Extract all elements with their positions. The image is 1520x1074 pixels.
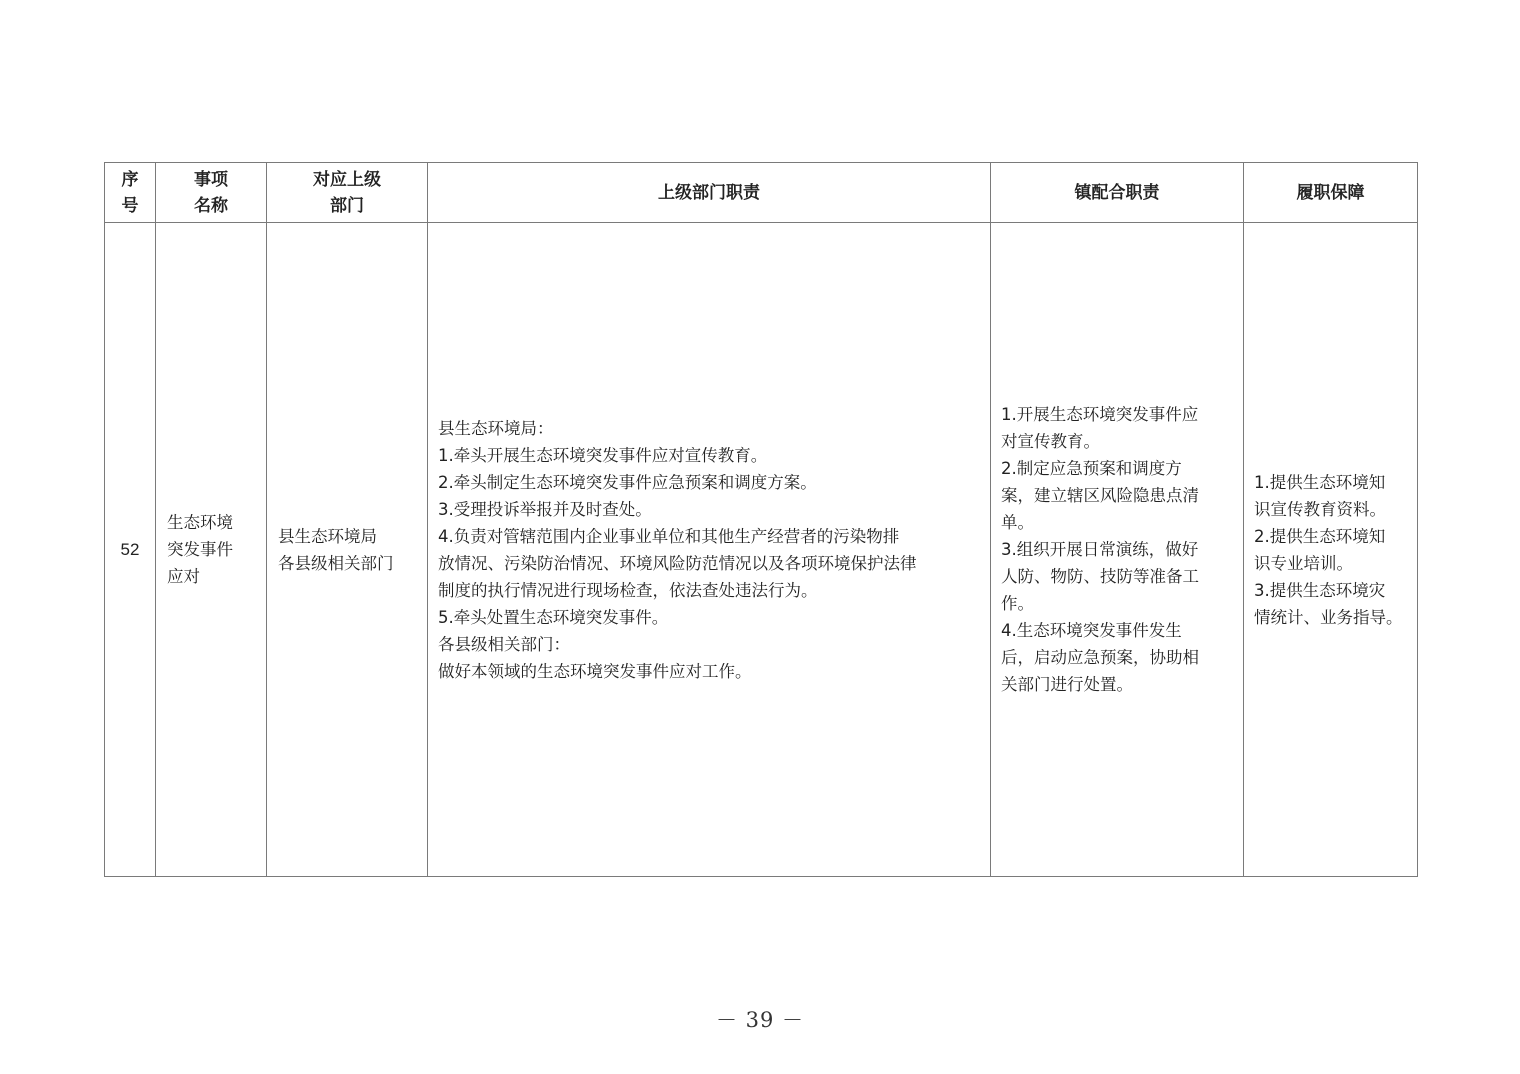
cell-dept: 县生态环境局 各县级相关部门	[267, 223, 428, 877]
table-header-row	[105, 163, 1418, 223]
cell-upper-duties: 县生态环境局： 1.牵头开展生态环境突发事件应对宣传教育。 2.牵头制定生态环境突发事件应急预案和调度方案。 3.受理投诉举报并及时查处。 4.负责对管辖范围内企业事业单位和其他生产经营者的污染物排 放情况、污染防治情况、环境风险防范情况以及各项环境保护法律 制度的执行情况进行现场检查，依法查处违法行为。 5.牵头处置生态环境突发事件。 各县级相关部门： 做好本领域的生态环境突发事件应对工作。	[428, 223, 991, 877]
header-upper-duties: 上级部门职责	[428, 163, 991, 223]
page-number: － 39 －	[715, 1008, 805, 1032]
header-item-name: 事项 名称	[156, 163, 267, 223]
table-row	[105, 223, 1418, 877]
cell-item-name: 生态环境 突发事件 应对	[156, 223, 267, 877]
header-seq: 序 号	[105, 163, 156, 223]
header-town-duties: 镇配合职责	[991, 163, 1244, 223]
header-guarantee: 履职保障	[1244, 163, 1418, 223]
cell-seq: 52	[105, 223, 156, 877]
cell-town-duties: 1.开展生态环境突发事件应 对宣传教育。 2.制定应急预案和调度方 案，建立辖区风险隐患点清 单。 3.组织开展日常演练，做好 人防、物防、技防等准备工 作。 4.生态环境突发事件发生 后，启动应急预案，协助相 关部门进行处置。	[991, 223, 1244, 877]
cell-guarantee: 1.提供生态环境知 识宣传教育资料。 2.提供生态环境知 识专业培训。 3.提供生态环境灾 情统计、业务指导。	[1244, 223, 1418, 877]
duties-table	[104, 162, 1418, 877]
header-dept: 对应上级 部门	[267, 163, 428, 223]
